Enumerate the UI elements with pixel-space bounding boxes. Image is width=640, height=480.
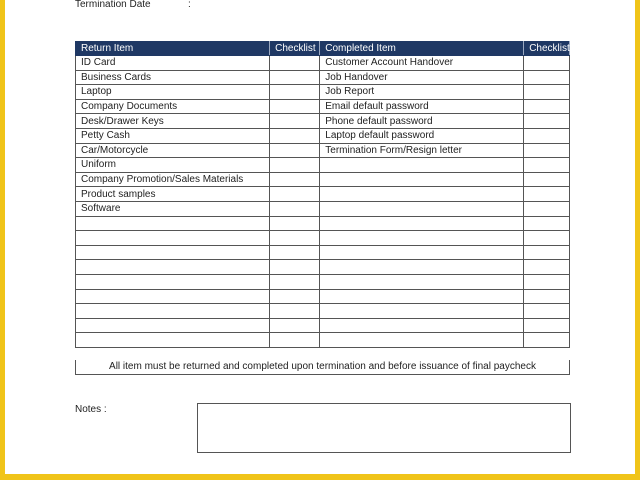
header-return-item: Return Item	[76, 42, 270, 56]
table-header-row	[76, 42, 570, 56]
completed-checklist-cell[interactable]	[524, 333, 570, 348]
return-checklist-cell[interactable]	[270, 114, 320, 129]
completed-item-cell	[320, 333, 524, 348]
table-row	[76, 187, 570, 202]
table-row	[76, 274, 570, 289]
completed-checklist-cell[interactable]	[524, 231, 570, 246]
completed-item-cell: Laptop default password	[320, 128, 524, 143]
completed-checklist-cell[interactable]	[524, 172, 570, 187]
table-row	[76, 128, 570, 143]
completed-item-cell: Job Handover	[320, 70, 524, 85]
return-item-cell: Laptop	[76, 85, 270, 100]
completed-checklist-cell[interactable]	[524, 99, 570, 114]
table-row	[76, 85, 570, 100]
return-item-cell: Uniform	[76, 158, 270, 173]
notes-label: Notes :	[75, 404, 107, 415]
return-checklist-cell[interactable]	[270, 304, 320, 319]
return-checklist-cell[interactable]	[270, 260, 320, 275]
completed-checklist-cell[interactable]	[524, 201, 570, 216]
completed-item-cell	[320, 158, 524, 173]
table-row	[76, 231, 570, 246]
completed-item-cell: Customer Account Handover	[320, 56, 524, 71]
return-checklist-cell[interactable]	[270, 99, 320, 114]
completed-item-cell	[320, 318, 524, 333]
notes-box[interactable]	[197, 403, 571, 453]
completed-item-cell	[320, 216, 524, 231]
table-row	[76, 289, 570, 304]
return-checklist-cell[interactable]	[270, 70, 320, 85]
return-item-cell	[76, 231, 270, 246]
completed-item-cell	[320, 245, 524, 260]
completed-checklist-cell[interactable]	[524, 56, 570, 71]
return-item-cell	[76, 274, 270, 289]
header-checklist-2: Checklist	[524, 42, 570, 56]
completed-item-cell	[320, 231, 524, 246]
return-checklist-cell[interactable]	[270, 128, 320, 143]
return-item-cell: Petty Cash	[76, 128, 270, 143]
return-item-cell: Desk/Drawer Keys	[76, 114, 270, 129]
table-row	[76, 172, 570, 187]
return-item-cell	[76, 333, 270, 348]
table-row	[76, 304, 570, 319]
completed-checklist-cell[interactable]	[524, 143, 570, 158]
completed-item-cell: Phone default password	[320, 114, 524, 129]
completed-checklist-cell[interactable]	[524, 304, 570, 319]
completed-checklist-cell[interactable]	[524, 289, 570, 304]
return-item-cell: Company Promotion/Sales Materials	[76, 172, 270, 187]
table-row	[76, 260, 570, 275]
return-item-cell	[76, 289, 270, 304]
completed-checklist-cell[interactable]	[524, 114, 570, 129]
return-item-cell	[76, 318, 270, 333]
return-checklist-cell[interactable]	[270, 143, 320, 158]
table-row	[76, 70, 570, 85]
return-checklist-cell[interactable]	[270, 187, 320, 202]
completed-checklist-cell[interactable]	[524, 85, 570, 100]
completed-item-cell	[320, 172, 524, 187]
completed-item-cell: Termination Form/Resign letter	[320, 143, 524, 158]
return-item-cell: Software	[76, 201, 270, 216]
completed-item-cell	[320, 304, 524, 319]
completed-checklist-cell[interactable]	[524, 70, 570, 85]
completed-checklist-cell[interactable]	[524, 187, 570, 202]
return-checklist-table	[75, 41, 570, 348]
completed-checklist-cell[interactable]	[524, 245, 570, 260]
return-item-cell	[76, 245, 270, 260]
return-item-cell	[76, 304, 270, 319]
completed-item-cell	[320, 289, 524, 304]
table-row	[76, 158, 570, 173]
return-checklist-cell[interactable]	[270, 318, 320, 333]
table-row	[76, 56, 570, 71]
completed-checklist-cell[interactable]	[524, 216, 570, 231]
return-checklist-cell[interactable]	[270, 172, 320, 187]
table-row	[76, 333, 570, 348]
termination-date-colon: :	[188, 0, 191, 10]
table-row	[76, 99, 570, 114]
completed-item-cell	[320, 187, 524, 202]
completed-item-cell: Email default password	[320, 99, 524, 114]
return-item-cell	[76, 260, 270, 275]
return-item-cell	[76, 216, 270, 231]
return-checklist-cell[interactable]	[270, 216, 320, 231]
return-checklist-cell[interactable]	[270, 333, 320, 348]
termination-date-label: Termination Date	[75, 0, 151, 10]
return-item-cell: Business Cards	[76, 70, 270, 85]
table-row	[76, 114, 570, 129]
completed-checklist-cell[interactable]	[524, 318, 570, 333]
return-item-cell: ID Card	[76, 56, 270, 71]
return-checklist-cell[interactable]	[270, 158, 320, 173]
completed-checklist-cell[interactable]	[524, 128, 570, 143]
table-row	[76, 143, 570, 158]
return-checklist-cell[interactable]	[270, 85, 320, 100]
completed-item-cell	[320, 274, 524, 289]
completed-checklist-cell[interactable]	[524, 274, 570, 289]
table-footer-note: All item must be returned and completed upon termination and before issuance of final paycheck	[75, 360, 570, 375]
return-checklist-cell[interactable]	[270, 289, 320, 304]
completed-item-cell: Job Report	[320, 85, 524, 100]
completed-checklist-cell[interactable]	[524, 158, 570, 173]
return-item-cell: Product samples	[76, 187, 270, 202]
completed-item-cell	[320, 260, 524, 275]
header-completed-item: Completed Item	[320, 42, 524, 56]
completed-item-cell	[320, 201, 524, 216]
return-checklist-cell[interactable]	[270, 245, 320, 260]
return-item-cell: Company Documents	[76, 99, 270, 114]
table-row	[76, 201, 570, 216]
return-checklist-cell[interactable]	[270, 56, 320, 71]
table-row	[76, 216, 570, 231]
termination-date-row	[75, 0, 191, 11]
return-checklist-cell[interactable]	[270, 274, 320, 289]
return-checklist-cell[interactable]	[270, 231, 320, 246]
header-checklist-1: Checklist	[270, 42, 320, 56]
completed-checklist-cell[interactable]	[524, 260, 570, 275]
table-row	[76, 245, 570, 260]
return-item-cell: Car/Motorcycle	[76, 143, 270, 158]
document-page	[5, 0, 635, 474]
return-checklist-cell[interactable]	[270, 201, 320, 216]
table-row	[76, 318, 570, 333]
